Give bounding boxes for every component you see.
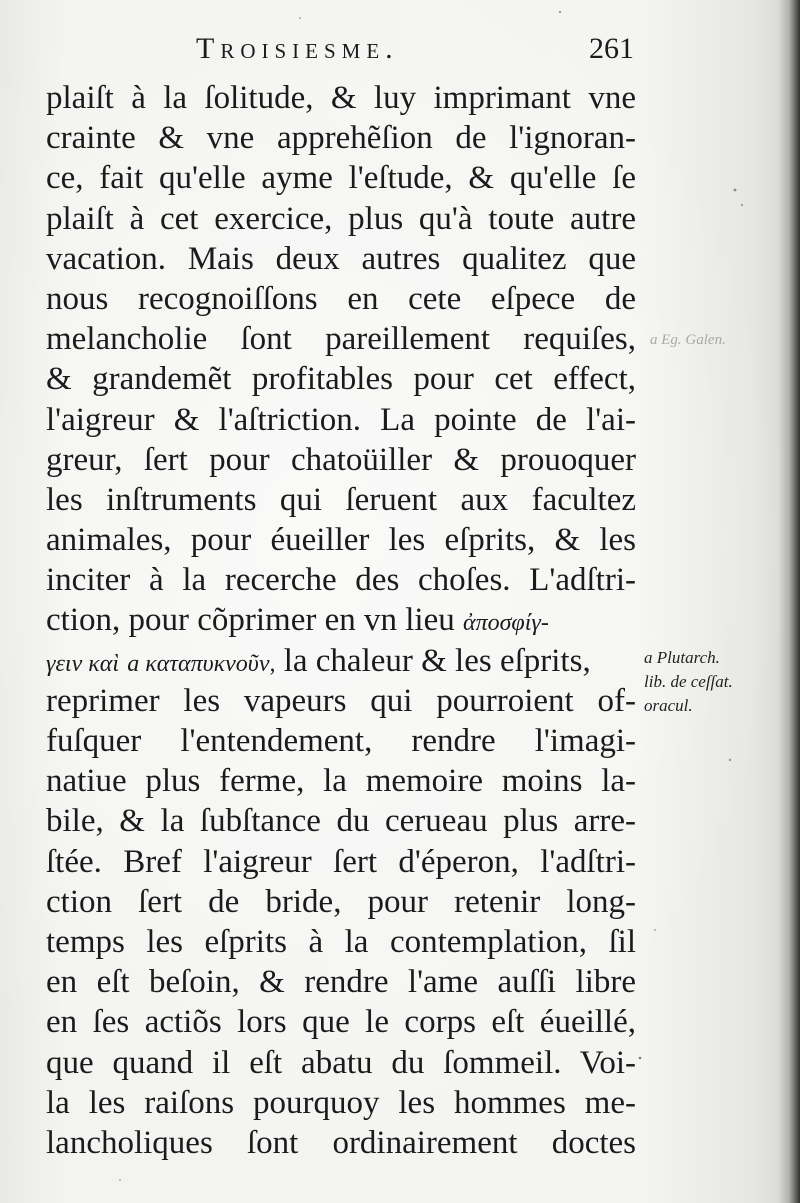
text-segment: la chaleur & les eſprits, (283, 642, 591, 679)
text-line: plaiſt à cet exercice, plus qu'à toute autre (46, 200, 636, 237)
body-text (46, 78, 636, 1163)
text-line: plaiſt à la ſolitude, & luy imprimant vne (46, 80, 636, 116)
text-line: en eſt beſoin, & rendre l'ame auſſi libre (46, 964, 636, 1001)
bleed-through-note: a Eg. Galen. (650, 332, 726, 348)
text-line: fuſquer l'entendement, rendre l'imagi- (46, 723, 636, 759)
text-line: greur, ſert pour chatoüiller & prouoquer (46, 441, 636, 478)
text-line: & grandemẽt profitables pour cet effect, (46, 361, 636, 398)
text-line: ſtée. Bref l'aigreur ſert d'éperon, l'adſtri- (46, 843, 636, 880)
text-line: bile, & la ſubſtance du cerueau plus arre- (46, 803, 636, 840)
text-line: l'aigreur & l'aſtriction. La pointe de l'ai- (46, 401, 636, 438)
marginal-note (644, 646, 784, 718)
text-line: nous recognoiſſons en cete eſpece de (46, 280, 636, 317)
text-line: les inſtruments qui ſeruent aux facultez (46, 481, 636, 518)
margin-note-line: oracul. (644, 696, 693, 715)
text-line: que quand il eſt abatu du ſommeil. Voi- (46, 1044, 636, 1081)
text-line: natiue plus ferme, la memoire moins la- (46, 763, 636, 800)
running-head: Troisiesme. (196, 32, 399, 65)
text-line-with-greek (46, 600, 636, 640)
page-number: 261 (589, 32, 634, 65)
greek-text: γειν καὶ (46, 650, 120, 677)
text-line: crainte & vne apprehẽſion de l'ignoran- (46, 120, 636, 157)
text-line: ce, fait qu'elle ayme l'eſtude, & qu'elle ſe (46, 160, 636, 197)
text-line: temps les eſprits à la contemplation, ſil (46, 923, 636, 960)
margin-note-line: a Plutarch. (644, 648, 720, 667)
binding-shadow (778, 0, 800, 1203)
text-line: en ſes actiõs lors que le corps eſt éueillé, (46, 1004, 636, 1041)
text-line: vacation. Mais deux autres qualitez que (46, 240, 636, 277)
text-line: animales, pour éueiller les eſprits, & les (46, 522, 636, 559)
text-line: reprimer les vapeurs qui pourroient of- (46, 682, 636, 719)
text-line: melancholie ſont pareillement requiſes, (46, 321, 636, 358)
text-line: ction ſert de bride, pour retenir long- (46, 883, 636, 920)
greek-text: a καταπυκνοῦν, (127, 650, 276, 677)
text-line: lancholiques ſont ordinairement doctes (46, 1124, 636, 1161)
text-line: la les raiſons pourquoy les hommes me- (46, 1084, 636, 1121)
margin-note-line: lib. de ceſſat. (644, 672, 733, 691)
page-header (46, 28, 636, 78)
greek-text: ἀποσφίγ- (462, 610, 549, 637)
text-line: inciter à la recerche des choſes. L'adſtri- (46, 562, 636, 599)
text-line-with-greek (46, 641, 636, 681)
text-segment: ction, pour cõprimer en vn lieu (46, 602, 455, 639)
